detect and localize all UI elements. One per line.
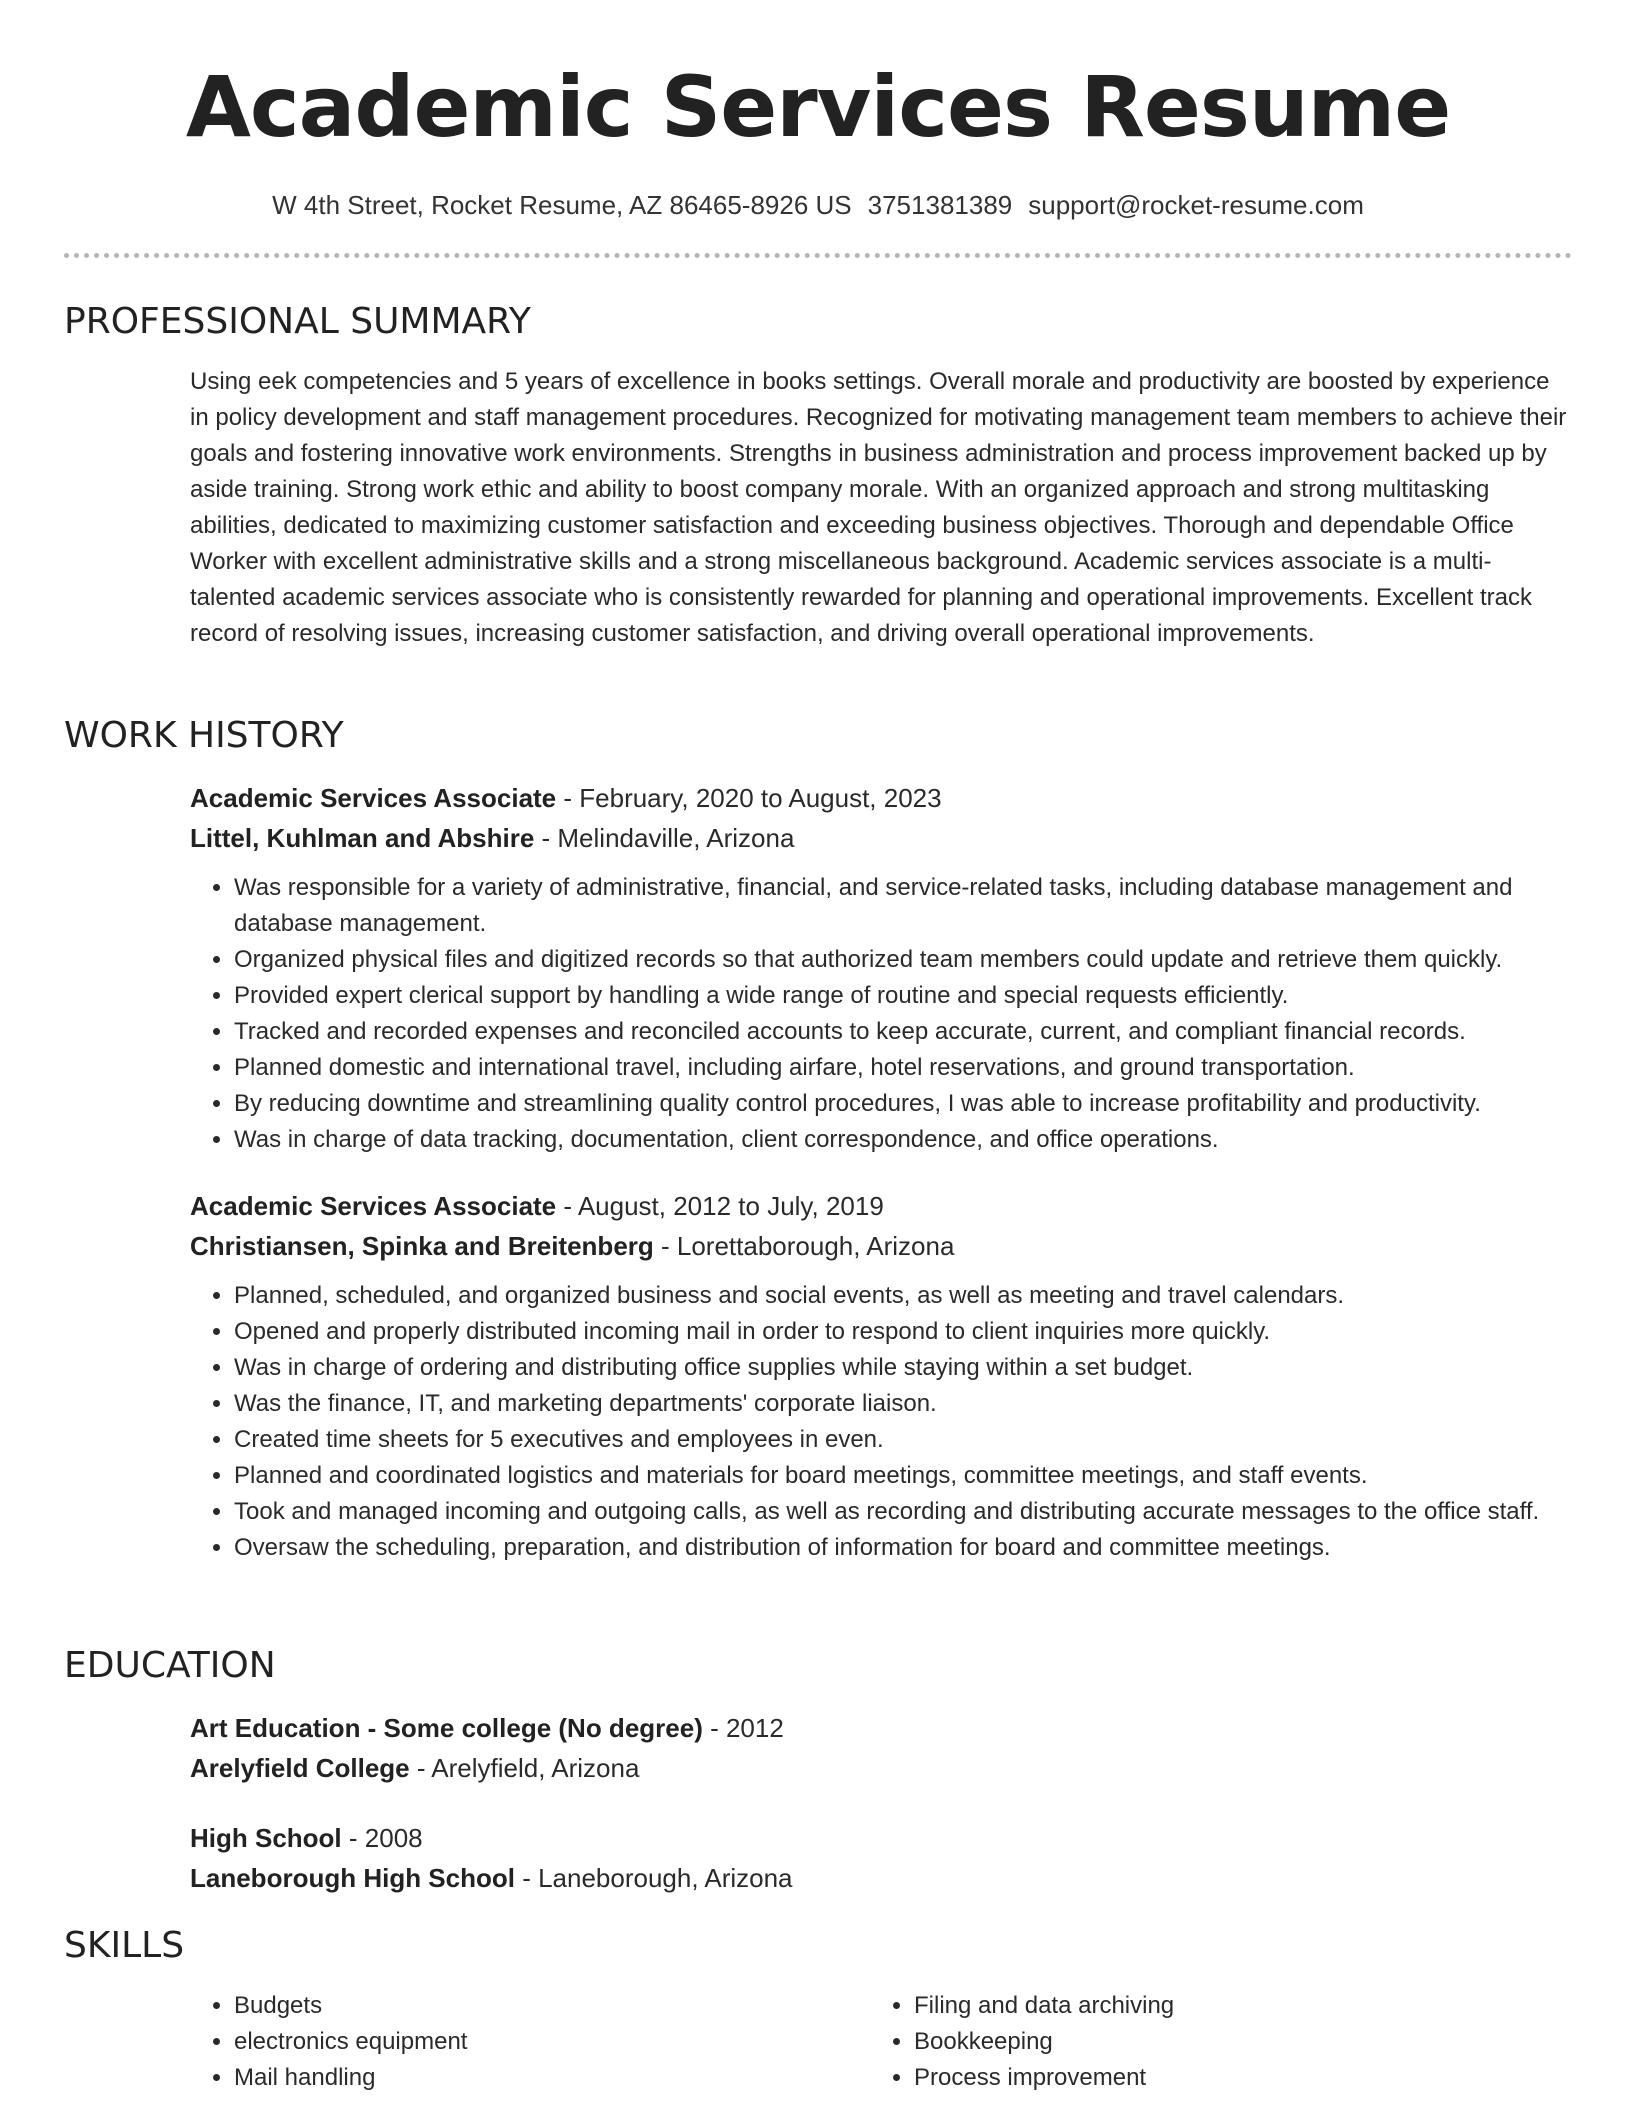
education-degree-line <box>190 1708 1572 1748</box>
job-company-line <box>190 818 1572 858</box>
work-title: WORK HISTORY <box>64 715 344 756</box>
job-bullet: • Was the finance, IT, and marketing departments' corporate liaison. <box>234 1386 1572 1422</box>
job-bullet: • Was in charge of data tracking, documentation, client correspondence, and office operations. <box>234 1122 1572 1158</box>
resume-header <box>64 56 1572 258</box>
header-divider <box>64 253 1572 258</box>
job-bullet: • Organized physical files and digitized records so that authorized team members could update and retrieve them quickly. <box>234 942 1572 978</box>
skills-title: SKILLS <box>64 1925 185 1966</box>
job-location: - Melindaville, Arizona <box>534 823 795 853</box>
summary-title: PROFESSIONAL SUMMARY <box>64 301 531 342</box>
job-location: - Lorettaborough, Arizona <box>653 1231 955 1261</box>
job-bullet: • Oversaw the scheduling, preparation, and distribution of information for board and committee meetings. <box>234 1530 1572 1566</box>
summary-section <box>64 300 1572 652</box>
contact-email: support@rocket-resume.com <box>1028 190 1364 220</box>
education-location: - Laneborough, Arizona <box>514 1863 793 1893</box>
job-bullet: • Created time sheets for 5 executives and employees in even. <box>234 1422 1572 1458</box>
job-bullet: • Was responsible for a variety of administrative, financial, and service-related tasks, including database management and database management. <box>234 870 1572 942</box>
summary-text: Using eek competencies and 5 years of excellence in books settings. Overall morale and productivity are boosted by experience in policy development and staff management procedures. Recognized for motivating management team members to achieve their goals and fostering innovative work environments. Strengths in business administration and process improvement backed up by aside training. Strong work ethic and ability to boost company morale. With an organized approach and strong multitasking abilities, dedicated to maximizing customer satisfaction and exceeding business objectives. Thorough and dependable Office Worker with excellent administrative skills and a strong miscellaneous background. Academic services associate is a multi-talented academic services associate who is consistently rewarded for planning and operational improvements. Excellent track record of resolving issues, increasing customer satisfaction, and driving overall operational improvements. <box>190 368 1567 647</box>
education-title: EDUCATION <box>64 1645 276 1686</box>
job-bullet: • Planned domestic and international travel, including airfare, hotel reservations, and ground transportation. <box>234 1050 1572 1086</box>
job-entry <box>190 1186 1572 1566</box>
skill-item: • Process improvement <box>914 2060 1550 2096</box>
job-bullets <box>190 870 1572 1158</box>
job-bullet: • By reducing downtime and streamlining quality control procedures, I was able to increase profitability and productivity. <box>234 1086 1572 1122</box>
skills-column-left <box>190 1988 870 2096</box>
skills-section <box>64 1924 1572 2096</box>
job-dates: - August, 2012 to July, 2019 <box>556 1191 884 1221</box>
job-bullet: • Was in charge of ordering and distributing office supplies while staying within a set budget. <box>234 1350 1572 1386</box>
job-bullet: • Planned, scheduled, and organized business and social events, as well as meeting and travel calendars. <box>234 1278 1572 1314</box>
education-degree: Art Education - Some college (No degree) <box>190 1713 703 1743</box>
education-year: - 2008 <box>341 1823 423 1853</box>
resume-name: Academic Services Resume <box>185 58 1451 156</box>
job-bullet: • Provided expert clerical support by handling a wide range of routine and special requests efficiently. <box>234 978 1572 1014</box>
job-entry <box>190 778 1572 1158</box>
job-title-line <box>190 778 1572 818</box>
job-company-line <box>190 1226 1572 1266</box>
skills-grid <box>190 1988 1572 2096</box>
job-bullets <box>190 1278 1572 1566</box>
education-school: Laneborough High School <box>190 1863 515 1893</box>
resume-page <box>64 0 1572 2091</box>
education-location: - Arelyfield, Arizona <box>409 1753 640 1783</box>
job-bullet: • Tracked and recorded expenses and reconciled accounts to keep accurate, current, and compliant financial records. <box>234 1014 1572 1050</box>
skill-item: • Bookkeeping <box>914 2024 1550 2060</box>
job-bullet: • Opened and properly distributed incoming mail in order to respond to client inquiries more quickly. <box>234 1314 1572 1350</box>
education-degree-line <box>190 1818 1572 1858</box>
education-section <box>64 1644 1572 1898</box>
skills-column-right <box>870 1988 1550 2096</box>
work-section <box>64 714 1572 1566</box>
skill-item: • Filing and data archiving <box>914 1988 1550 2024</box>
education-degree: High School <box>190 1823 342 1853</box>
job-dates: - February, 2020 to August, 2023 <box>556 783 942 813</box>
job-role: Academic Services Associate <box>190 783 557 813</box>
education-entry <box>190 1818 1572 1898</box>
job-bullet: • Took and managed incoming and outgoing calls, as well as recording and distributing accurate messages to the office staff. <box>234 1494 1572 1530</box>
job-title-line <box>190 1186 1572 1226</box>
skill-item: • Budgets <box>234 1988 870 2024</box>
contact-line <box>64 188 1572 222</box>
job-company: Christiansen, Spinka and Breitenberg <box>190 1231 654 1261</box>
education-entry <box>190 1708 1572 1788</box>
education-year: - 2012 <box>702 1713 784 1743</box>
job-role: Academic Services Associate <box>190 1191 557 1221</box>
skill-item: • Mail handling <box>234 2060 870 2096</box>
education-school-line <box>190 1748 1572 1788</box>
education-school-line <box>190 1858 1572 1898</box>
skill-item: • electronics equipment <box>234 2024 870 2060</box>
contact-address: W 4th Street, Rocket Resume, AZ 86465-8926 US <box>272 190 852 220</box>
education-school: Arelyfield College <box>190 1753 410 1783</box>
contact-phone: 3751381389 <box>867 190 1013 220</box>
job-bullet: • Planned and coordinated logistics and materials for board meetings, committee meetings, and staff events. <box>234 1458 1572 1494</box>
job-company: Littel, Kuhlman and Abshire <box>190 823 535 853</box>
